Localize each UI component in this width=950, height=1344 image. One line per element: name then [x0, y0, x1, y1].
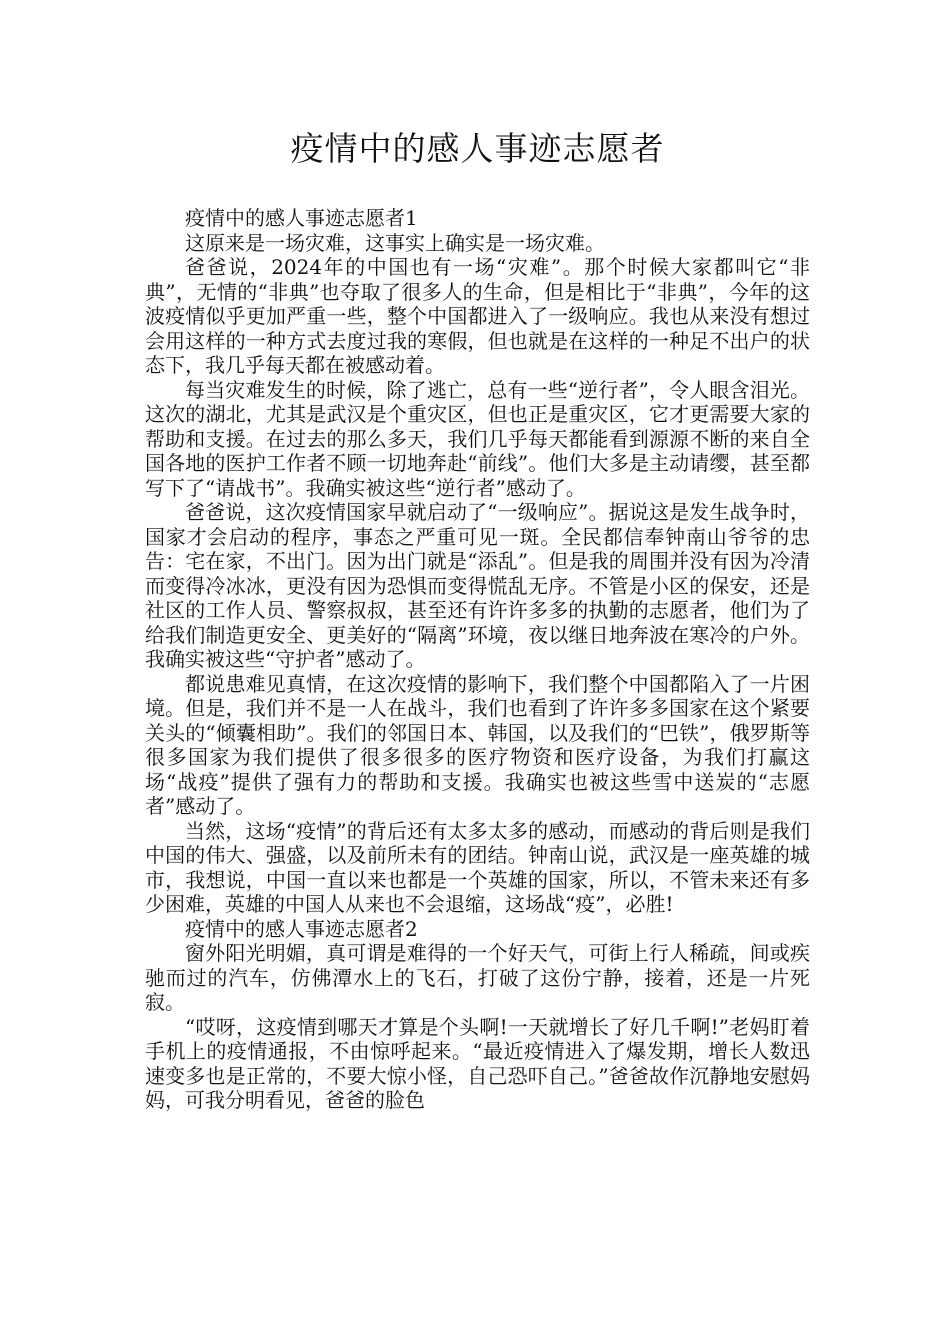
paragraph: 每当灾难发生的时候，除了逃亡，总有一些“逆行者”，令人眼含泪光。这次的湖北，尤其是武汉是个重灾区，但也正是重灾区，它才更需要大家的帮助和支援。在过去的那么多天，我们几乎每天都能看到源源不断的来自全国各地的医护工作者不顾一切地奔赴“前线”。他们大多是主动请缨，甚至都写下了“请战书”。我确实被这些“逆行者”感动了。: [145, 377, 810, 500]
section-heading-1: 疫情中的感人事迹志愿者1: [185, 206, 418, 230]
document-title: 疫情中的感人事迹志愿者: [290, 129, 665, 168]
document-page: [145, 122, 810, 1113]
paragraph: 爸爸说，2024年的中国也有一场“灾难”。那个时候大家都叫它“非典”，无情的“非典”也夺取了很多人的生命，但是相比于“非典”，今年的这波疫情似乎更加严重一些，整个中国都进入了一级响应。我也从来没有想过会用这样的一种方式去度过我的寒假，但也就是在这样的一种足不出户的状态下，我几乎每天都在被感动着。: [145, 255, 810, 377]
section-heading-2: 疫情中的感人事迹志愿者2: [185, 916, 418, 941]
paragraph: “哎呀，这疫情到哪天才算是个头啊!一天就增长了好几千啊!”老妈盯着手机上的疫情通报，不由惊呼起来。“最近疫情进入了爆发期，增长人数迅速变多也是正常的，不要大惊小怪，自己恐吓自己。”爸爸故作沉静地安慰妈妈，可我分明看见，爸爸的脸色: [145, 1014, 810, 1112]
paragraph: 当然，这场“疫情”的背后还有太多太多的感动，而感动的背后则是我们中国的伟大、强盛，以及前所未有的团结。钟南山说，武汉是一座英雄的城市，我想说，中国一直以来也都是一个英雄的国家，所以，不管未来还有多少困难，英雄的中国人从来也不会退缩，这场战“疫”，必胜!: [145, 818, 810, 916]
paragraph: 这原来是一场灾难，这事实上确实是一场灾难。: [185, 230, 605, 255]
paragraph: 都说患难见真情，在这次疫情的影响下，我们整个中国都陷入了一片困境。但是，我们并不是一人在战斗，我们也看到了许许多多国家在这个紧要关头的“倾囊相助”。我们的邻国日本、韩国，以及我们的“巴铁”，俄罗斯等很多国家为我们提供了很多很多的医疗物资和医疗设备，为我们打赢这场“战疫”提供了强有力的帮助和支援。我确实也被这些雪中送炭的“志愿者”感动了。: [145, 671, 810, 818]
document-body: [145, 206, 810, 1113]
paragraph: 窗外阳光明媚，真可谓是难得的一个好天气，可街上行人稀疏，间或疾驰而过的汽车，仿佛潭水上的飞石，打破了这份宁静，接着，还是一片死寂。: [145, 941, 810, 1014]
paragraph: 爸爸说，这次疫情国家早就启动了“一级响应”。据说这是发生战争时，国家才会启动的程序，事态之严重可见一斑。全民都信奉钟南山爷爷的忠告：宅在家，不出门。因为出门就是“添乱”。但是我的周围并没有因为冷清而变得冷冰冰，更没有因为恐惧而变得慌乱无序。不管是小区的保安，还是社区的工作人员、警察叔叔，甚至还有许许多多的执勤的志愿者，他们为了给我们制造更安全、更美好的“隔离”环境，夜以继日地奔波在寒冷的户外。我确实被这些“守护者”感动了。: [145, 500, 810, 671]
